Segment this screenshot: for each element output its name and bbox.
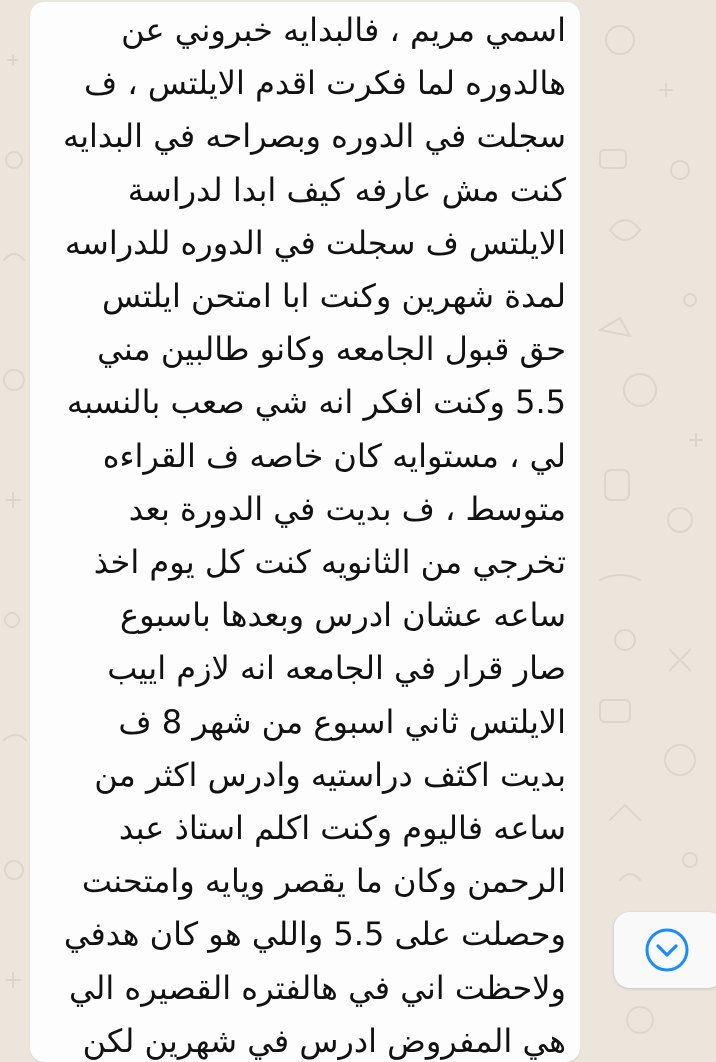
message-line: كنت مش عارفه كيف ابدا لدراسة	[127, 170, 566, 209]
message-line: ساعه عشان ادرس وبعدها باسبوع	[119, 596, 566, 635]
scroll-to-bottom-button[interactable]	[614, 912, 716, 988]
message-line: 5.5 وكنت افكر انه شي صعب بالنسبه	[66, 383, 566, 422]
message-line: لمدة شهرين وكنت ابا امتحن ايلتس	[101, 277, 566, 316]
message-line: الايلتس ف سجلت في الدوره للدراسه	[64, 223, 566, 262]
message-line: بديت اكثف دراستيه وادرس اكثر من	[94, 755, 566, 794]
chevron-down-icon	[644, 927, 690, 973]
message-line: حق قبول الجامعه وكانو طالبين مني	[97, 330, 566, 369]
message-line: وحصلت على 5.5 واللي هو كان هدفي	[63, 915, 566, 954]
message-line: الرحمن وكان ما يقصر ويايه وامتحنت	[81, 862, 566, 901]
message-line: سجلت في الدوره وبصراحه في البدايه	[62, 117, 566, 156]
message-line: لي ، مستوايه كان خاصه ف القراءه	[102, 436, 566, 475]
message-line: الايلتس ثاني اسبوع من شهر 8 ف	[118, 702, 566, 741]
message-bubble[interactable]	[30, 2, 580, 1062]
message-line: تخرجي من الثانويه كنت كل يوم اخذ	[93, 543, 566, 582]
message-line: ولاحظت اني في هالفتره القصيره الي	[68, 968, 566, 1007]
message-line: متوسط ، ف بديت في الدورة بعد	[128, 489, 566, 528]
message-line: صار قرار في الجامعه انه لازم اييب	[107, 649, 566, 688]
message-text	[44, 4, 566, 1062]
message-line: اسمي مريم ، فالبدايه خبروني عن	[121, 11, 566, 49]
message-line: هي المفروض ادرس في شهرين لكن	[82, 1021, 566, 1060]
message-line: ساعه فاليوم وكنت اكلم استاذ عبد	[118, 809, 566, 848]
message-line: هالدوره لما فكرت اقدم الايلتس ، ف	[83, 64, 566, 103]
